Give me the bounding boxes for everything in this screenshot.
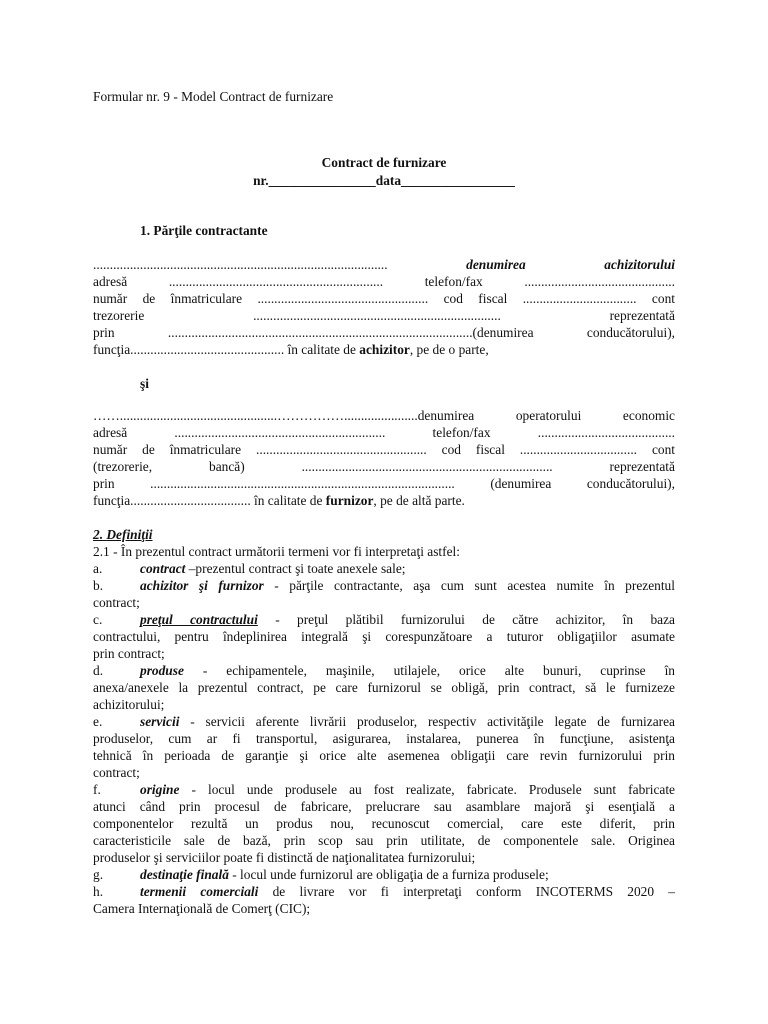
furnizor-functia <box>93 492 675 509</box>
banca-word: bancă) <box>209 459 245 474</box>
definition-f-end: produselor şi serviciilor poate fi distinctă de naţionalitatea furnizorului; <box>93 850 476 865</box>
term: achizitor şi furnizor <box>140 578 264 593</box>
contract-number-date: nr.________________data_________________ <box>253 173 515 188</box>
definition-e-cont: produselor, cum ar fi transportul, asigurarea, instalarea, punerea în funcţiune, asistenţa <box>93 731 675 746</box>
furnizor-trezorerie <box>93 458 675 475</box>
definition-g <box>93 866 675 883</box>
term: servicii <box>140 714 180 729</box>
achizitor-inmatriculare: număr de înmatriculare ................................................... cod fiscal .................................. cont <box>93 291 675 306</box>
definitions-intro: 2.1 - În prezentul contract următorii termeni vor fi interpretaţi astfel: <box>93 544 460 559</box>
item-label: b. <box>93 578 104 593</box>
definition-h-end: Camera Internaţională de Comerţ (CIC); <box>93 901 311 916</box>
definition-c-end: prin contract; <box>93 646 165 661</box>
term: produse <box>140 663 184 678</box>
trezorerie-dots: ........................................................................... <box>301 459 553 474</box>
furnizor-prin: prin ........................................................................................... (denumirea conducătorului), <box>93 476 675 491</box>
item-label: d. <box>93 663 104 678</box>
achizitor-trezorerie <box>93 307 675 324</box>
term: termenii comerciali <box>140 884 259 899</box>
item-label: e. <box>93 714 103 729</box>
reprezentata-label: reprezentată <box>609 308 675 323</box>
term: contract <box>140 561 186 576</box>
term-text: de livrare vor fi interpretaţi conform INCOTERMS 2020 – <box>258 884 676 899</box>
definition-b <box>93 577 675 594</box>
item-label: f. <box>93 782 101 797</box>
si-conjunction: şi <box>140 376 149 391</box>
term-text: - preţul plătibil furnizorului de către achizitor, în baza <box>257 612 675 627</box>
form-header: Formular nr. 9 - Model Contract de furnizare <box>93 89 334 104</box>
achizitor-label: achizitorului <box>604 257 675 272</box>
functia-end: , pe de o parte, <box>409 342 489 357</box>
definition-f <box>93 781 675 798</box>
definition-c <box>93 611 675 628</box>
term-text: - locul unde furnizorul are obligaţia de a furniza produsele; <box>228 867 549 882</box>
furnizor-role: furnizor <box>325 493 374 508</box>
functia-text: funcţia.................................... în calitate de <box>93 493 326 508</box>
trezorerie-label: trezorerie <box>93 308 145 323</box>
achizitor-denumirea: denumirea <box>466 257 526 272</box>
term-text: - locul unde produsele au fost realizate, fabricate. Produsele sunt fabricate <box>179 782 675 797</box>
achizitor-functia <box>93 341 675 358</box>
item-label: g. <box>93 867 104 882</box>
definition-e <box>93 713 675 730</box>
item-label: c. <box>93 612 103 627</box>
term-text: - echipamentele, maşinile, utilajele, orice alte bunuri, cuprinse în <box>183 663 675 678</box>
achizitor-line-1 <box>93 256 675 273</box>
section-1-heading: 1. Părţile contractante <box>140 223 268 238</box>
item-label: h. <box>93 884 104 899</box>
definition-f-cont: atunci când prin procesul de fabricare, prelucrare sau asamblare majoră şi esenţială a <box>93 799 675 814</box>
functia-end: , pe de altă parte. <box>373 493 465 508</box>
term-text: - servicii aferente livrării produselor, respectiv activităţile legate de furnizarea <box>179 714 675 729</box>
term-text: - părţile contractante, aşa cum sunt acestea numite în prezentul <box>263 578 675 593</box>
furnizor-adresa: adresă ............................................................... telefon/fax ......................................... <box>93 425 675 440</box>
term: origine <box>140 782 180 797</box>
definition-h <box>93 883 675 900</box>
furnizor-line-1: ……...............................................……………......................denumirea operatorului economic <box>93 408 675 423</box>
item-label: a. <box>93 561 103 576</box>
term: preţul contractului <box>140 612 258 627</box>
functia-text: funcţia.............................................. în calitate de <box>93 342 360 357</box>
reprezentata-label: reprezentată <box>609 459 675 474</box>
achizitor-prin: prin ...........................................................................................(denumirea conducătorului), <box>93 325 675 340</box>
term-text: –prezentul contract şi toate anexele sale; <box>185 561 406 576</box>
achizitor-role: achizitor <box>359 342 410 357</box>
definition-d <box>93 662 675 679</box>
definition-a <box>93 560 675 577</box>
achizitor-dots: ........................................................................................ <box>93 257 388 272</box>
definition-f-cont-2: componentelor rezultă un produs nou, recunoscut comercial, care este diferit, prin <box>93 816 675 831</box>
definition-e-cont-2: tehnică în perioada de garanţie şi orice alte asemenea obligaţii care revin furnizorului prin <box>93 748 675 763</box>
trezorerie-dots: .......................................................................... <box>253 308 501 323</box>
trezorerie-word: (trezorerie, <box>93 459 153 474</box>
achizitor-adresa: adresă ................................................................ telefon/fax ............................................. <box>93 274 675 289</box>
definition-c-cont: contractului, pentru îndeplinirea integrală şi corespunzătoare a tuturor obligaţiilor asumate <box>93 629 675 644</box>
definition-e-end: contract; <box>93 765 140 780</box>
definition-d-end: achizitorului; <box>93 697 165 712</box>
definition-d-cont: anexa/anexele la prezentul contract, pe care furnizorul se obligă, prin contract, să le furnizeze <box>93 680 675 695</box>
term: destinaţie finală <box>140 867 229 882</box>
definition-b-cont: contract; <box>93 595 140 610</box>
definition-f-cont-3: caracteristicile sale de bază, prin scop sau prin utilitate, de componentele sale. Originea <box>93 833 675 848</box>
section-2-heading: 2. Definiţii <box>93 527 153 542</box>
furnizor-inmatriculare: număr de înmatriculare ................................................... cod fiscal ................................... cont <box>93 442 675 457</box>
contract-title: Contract de furnizare <box>321 155 447 170</box>
